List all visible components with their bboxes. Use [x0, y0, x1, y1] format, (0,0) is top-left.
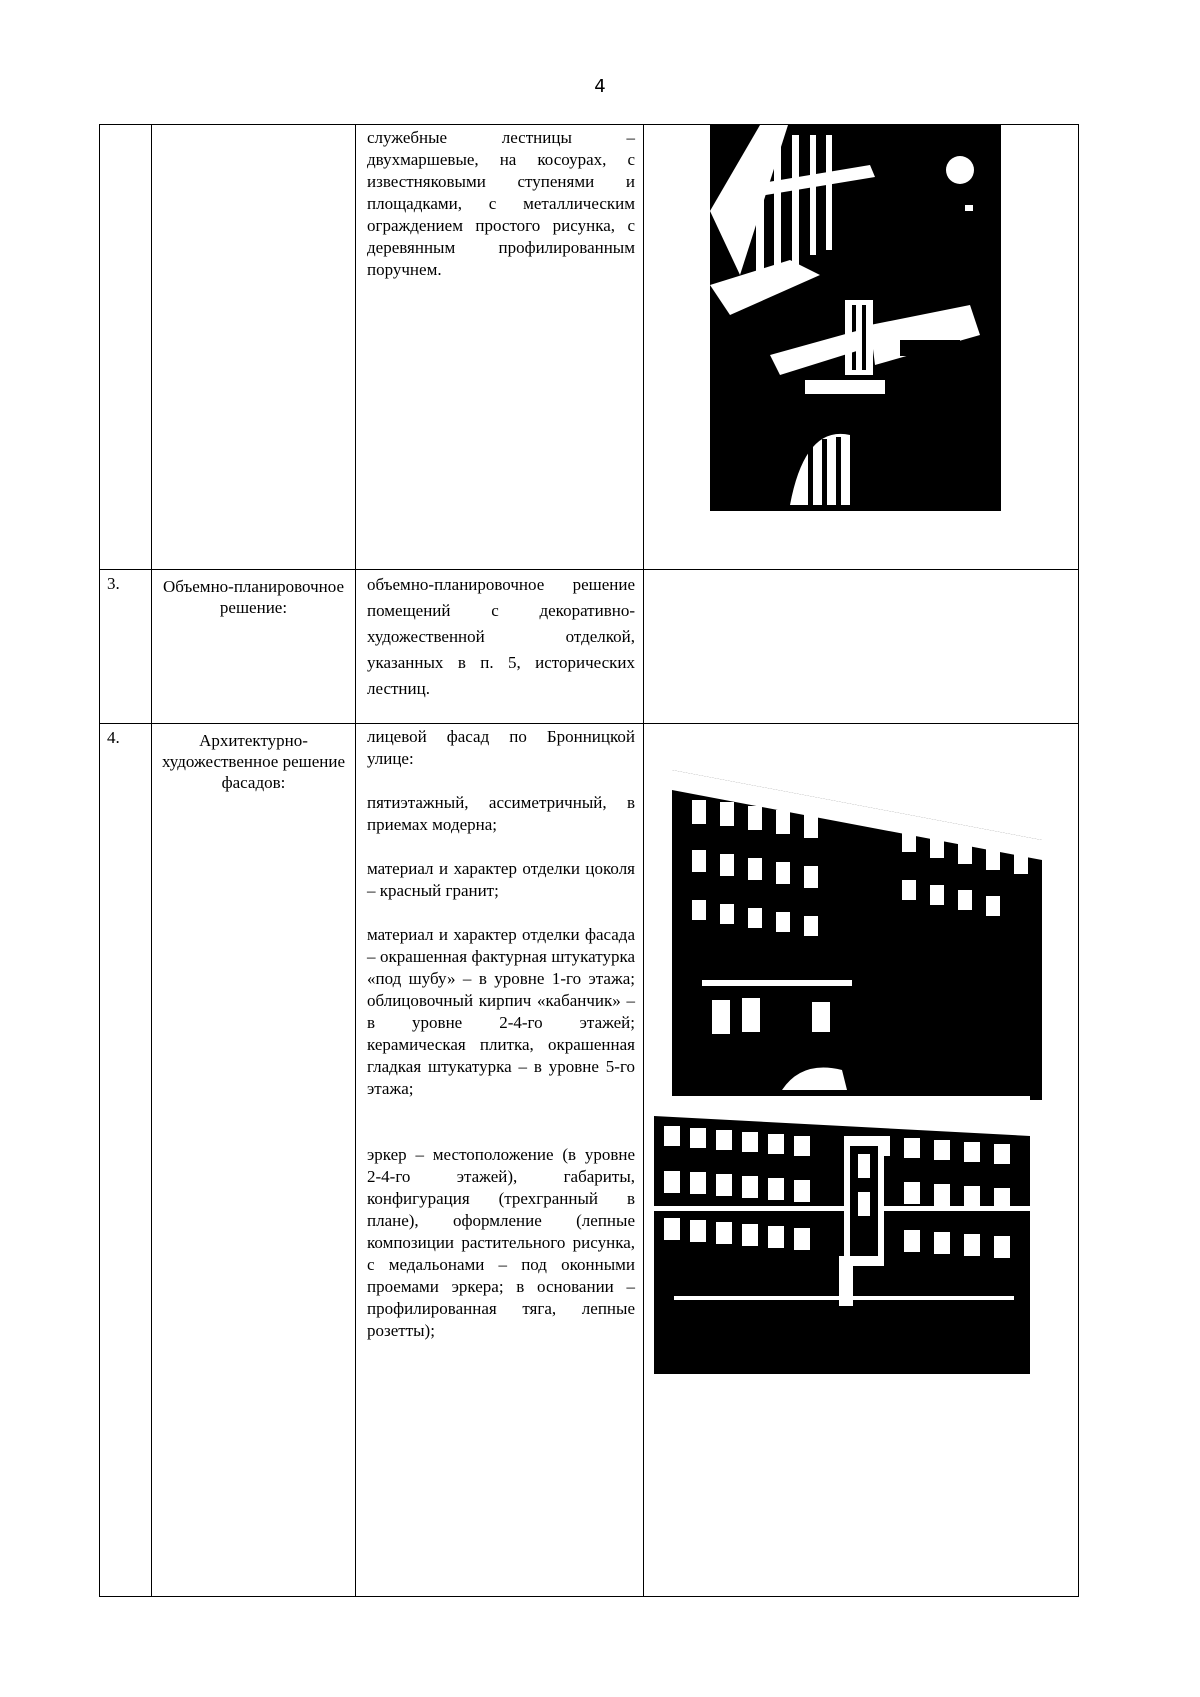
row-description-cell	[356, 125, 644, 570]
row-number-cell	[100, 125, 152, 570]
table-row-stairs	[100, 125, 1079, 570]
page-number: 4	[594, 76, 606, 97]
row-name-cell	[152, 125, 356, 570]
monument-description-table	[99, 124, 1079, 1597]
facade-style-text: пятиэтажный, ассиметричный, в приемах модерна;	[367, 793, 635, 834]
table-row-4	[100, 724, 1079, 1597]
row-description-cell	[356, 724, 644, 1597]
table-row-3	[100, 570, 1079, 724]
plinth-material-text: материал и характер отделки цоколя – красный гранит;	[367, 859, 635, 900]
row-photo-cell	[644, 724, 1079, 1597]
row-number-cell: 3.	[100, 570, 152, 724]
row-number-cell: 4.	[100, 724, 152, 1597]
facade-photo-top	[672, 730, 1042, 1100]
facade-location-text: лицевой фасад по Бронницкой улице:	[367, 727, 635, 768]
bay-window-text: эркер – местоположение (в уровне 2-4-го этажей), габариты, конфигурация (трехгранный в плане), оформление (лепные композиции растительного рисунка, с медальонами – под оконными проемами эркера; в основании – профилированная тяга, лепные розетты);	[367, 1145, 635, 1340]
row-name-cell: Архитектурно-художественное решение фасадов:	[152, 724, 356, 1597]
row-name-cell: Объемно-планировочное решение:	[152, 570, 356, 724]
stairs-description: служебные лестницы – двухмаршевые, на косоурах, с известняковыми ступенями и площадками, с металлическим ограждением простого рисунка, с деревянным профилированным поручнем.	[367, 128, 635, 279]
row-photo-cell	[644, 125, 1079, 570]
volumetric-planning-description: объемно-планировочное решение помещений с декоративно-художественной отделкой, указанных в п. 5, исторических лестниц.	[367, 575, 635, 698]
facade-photo-bottom	[654, 1096, 1030, 1374]
row-description-cell	[356, 570, 644, 724]
staircase-photo	[710, 125, 1001, 511]
row-photo-cell	[644, 570, 1079, 724]
facade-material-text: материал и характер отделки фасада – окрашенная фактурная штукатурка «под шубу» – в уровне 1-го этажа; облицовочный кирпич «кабанчик» – в уровне 2-4-го этажей; керамическая плитка, окрашенная гладкая штукатурка – в уровне 5-го этажа;	[367, 925, 635, 1098]
